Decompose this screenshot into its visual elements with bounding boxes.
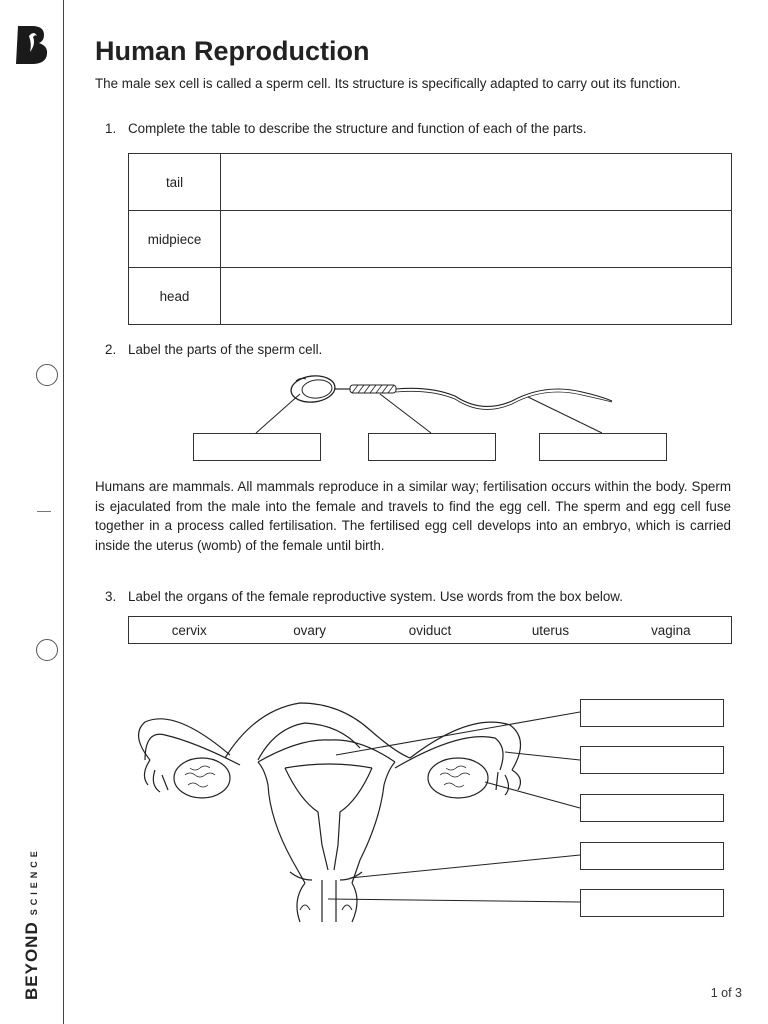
brand-sub: SCIENCE [29, 847, 39, 916]
organ-label-box[interactable] [580, 842, 724, 870]
intro-text: The male sex cell is called a sperm cell. Its structure is specifically adapted to carry out its function. [95, 76, 681, 91]
word-bank-item: oviduct [408, 622, 452, 638]
part-label: midpiece [129, 211, 221, 268]
brand-name: BEYOND [22, 921, 41, 1000]
question-text: Complete the table to describe the structure and function of each of the parts. [128, 121, 587, 136]
part-label: head [129, 268, 221, 325]
part-label: tail [129, 154, 221, 211]
word-bank-item: vagina [651, 622, 691, 638]
organ-label-box[interactable] [580, 889, 724, 917]
info-paragraph: Humans are mammals. All mammals reproduce in a similar way; fertilisation occurs within the body. Sperm is ejaculated from the male into the female and travels to find the egg cell. The sperm and egg cell fuse together in a process called fertilisation. The fertilised egg cell develops into an embryo, which is carried inside the uterus (womb) of the female until birth. [95, 479, 731, 553]
page-number: 1 of 3 [710, 986, 742, 1000]
question-number: 1. [105, 121, 117, 136]
question-number: 2. [105, 342, 117, 357]
word-bank-item: cervix [171, 622, 207, 638]
word-bank-item: uterus [531, 622, 570, 638]
question-number: 3. [105, 589, 117, 604]
organ-label-box[interactable] [580, 746, 724, 774]
organ-label-box[interactable] [580, 699, 724, 727]
page-title: Human Reproduction [95, 36, 370, 66]
question-text: Label the organs of the female reproductive system. Use words from the box below. [128, 589, 623, 604]
organ-label-box[interactable] [580, 794, 724, 822]
question-text: Label the parts of the sperm cell. [128, 342, 323, 357]
word-bank-item: ovary [293, 622, 326, 638]
